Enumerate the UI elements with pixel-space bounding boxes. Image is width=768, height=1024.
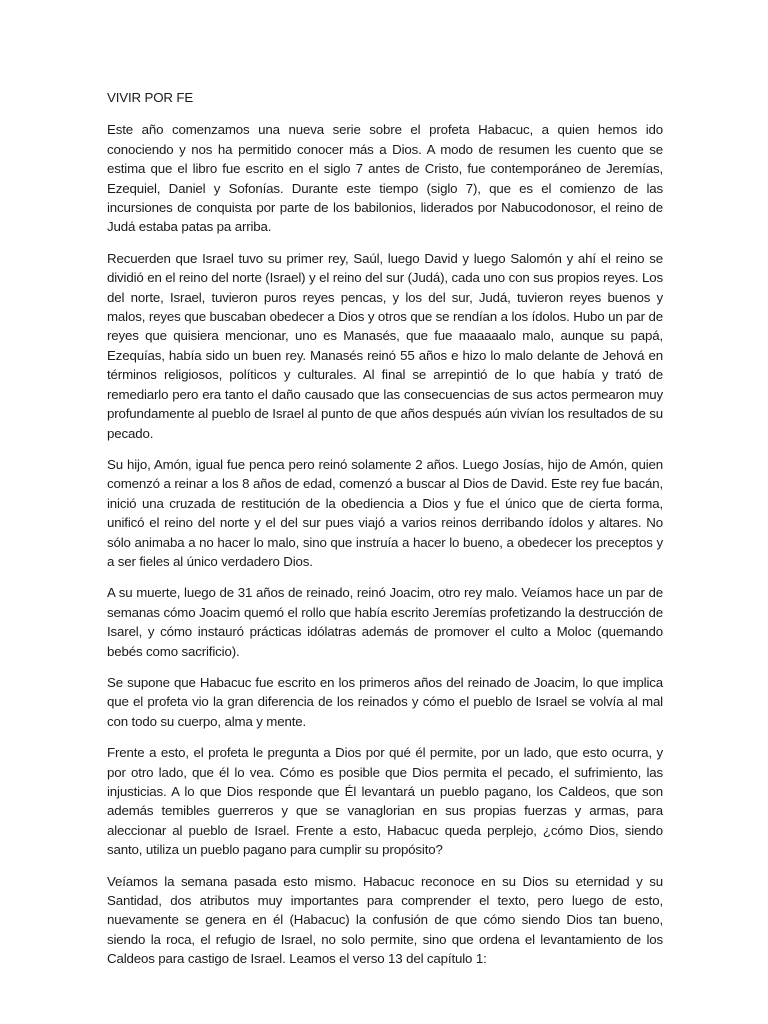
paragraph-5: Se supone que Habacuc fue escrito en los primeros años del reinado de Joacim, lo que implica que el profeta vio la gran diferencia de los reinados y cómo el pueblo de Israel se volvía al mal con todo su cuerpo, alma y mente.	[107, 674, 663, 729]
paragraph-2: Recuerden que Israel tuvo su primer rey, Saúl, luego David y luego Salomón y ahí el reino se dividió en el reino del norte (Israel) y el reino del sur (Judá), cada uno con sus propios reyes. Los del norte, Israel, tuvieron puros reyes pencas, y los del sur, Judá, tuvieron reyes buenos y malos, reyes que buscaban obedecer a Dios y otros que se rendían a los ídolos. Hubo un par de reyes que quisiera mencionar, uno es Manasés, que fue maaaaalo malo, aunque su papá, Ezequías, había sido un buen rey. Manasés reinó 55 años e hizo lo malo delante de Jehová en términos religiosos, políticos y culturales. Al final se arrepintió de lo que había y trató de remediarlo pero era tanto el daño causado que las consecuencias de sus actos permearon muy profundamente al pueblo de Israel al punto de que años después aún vivían los resultados de su pecado.	[107, 250, 663, 441]
paragraph-4: A su muerte, luego de 31 años de reinado, reinó Joacim, otro rey malo. Veíamos hace un par de semanas cómo Joacim quemó el rollo que había escrito Jeremías profetizando la destrucción de Isarel, y cómo instauró prácticas idólatras además de promover el culto a Moloc (quemando bebés como sacrificio).	[107, 585, 663, 659]
paragraph-1: Este año comenzamos una nueva serie sobre el profeta Habacuc, a quien hemos ido conociendo y nos ha permitido conocer más a Dios. A modo de resumen les cuento que se estima que el libro fue escrito en el siglo 7 antes de Cristo, fue contemporáneo de Jeremías, Ezequiel, Daniel y Sofonías. Durante este tiempo (siglo 7), que es el comienzo de las incursiones de conquista por parte de los babilonios, liderados por Nabucodonosor, el reino de Judá estaba patas pa arriba.	[107, 122, 663, 235]
paragraph-3: Su hijo, Amón, igual fue penca pero reinó solamente 2 años. Luego Josías, hijo de Amón, quien comenzó a reinar a los 8 años de edad, comenzó a buscar al Dios de David. Este rey fue bacán, inició una cruzada de restitución de la obediencia a Dios y fue el único que de cierta forma, unificó el reino del norte y el del sur pues viajó a varios reinos derribando ídolos y altares. No sólo animaba a no hacer lo malo, sino que instruía a hacer lo bueno, a obedecer los preceptos y a ser fieles al único verdadero Dios.	[107, 456, 663, 569]
paragraph-6: Frente a esto, el profeta le pregunta a Dios por qué él permite, por un lado, que esto ocurra, y por otro lado, que él lo vea. Cómo es posible que Dios permita el pecado, el sufrimiento, las injusticias. A lo que Dios responde que Él levantará un pueblo pagano, los Caldeos, que son además temibles guerreros y que se vanaglorian en sus propias fuerzas y armas, para aleccionar al pueblo de Israel. Frente a esto, Habacuc queda perplejo, ¿cómo Dios, siendo santo, utiliza un pueblo pagano para cumplir su propósito?	[107, 745, 663, 858]
document-page	[107, 88, 663, 981]
document-title: VIVIR POR FE	[107, 90, 194, 105]
paragraph-7: Veíamos la semana pasada esto mismo. Habacuc reconoce en su Dios su eternidad y su Santidad, dos atributos muy importantes para comprender el texto, pero luego de esto, nuevamente se genera en él (Habacuc) la confusión de que cómo siendo Dios tan bueno, siendo la roca, el refugio de Israel, no solo permite, sino que ordena el levantamiento de los Caldeos para castigo de Israel. Leamos el verso 13 del capítulo 1:	[107, 873, 663, 967]
